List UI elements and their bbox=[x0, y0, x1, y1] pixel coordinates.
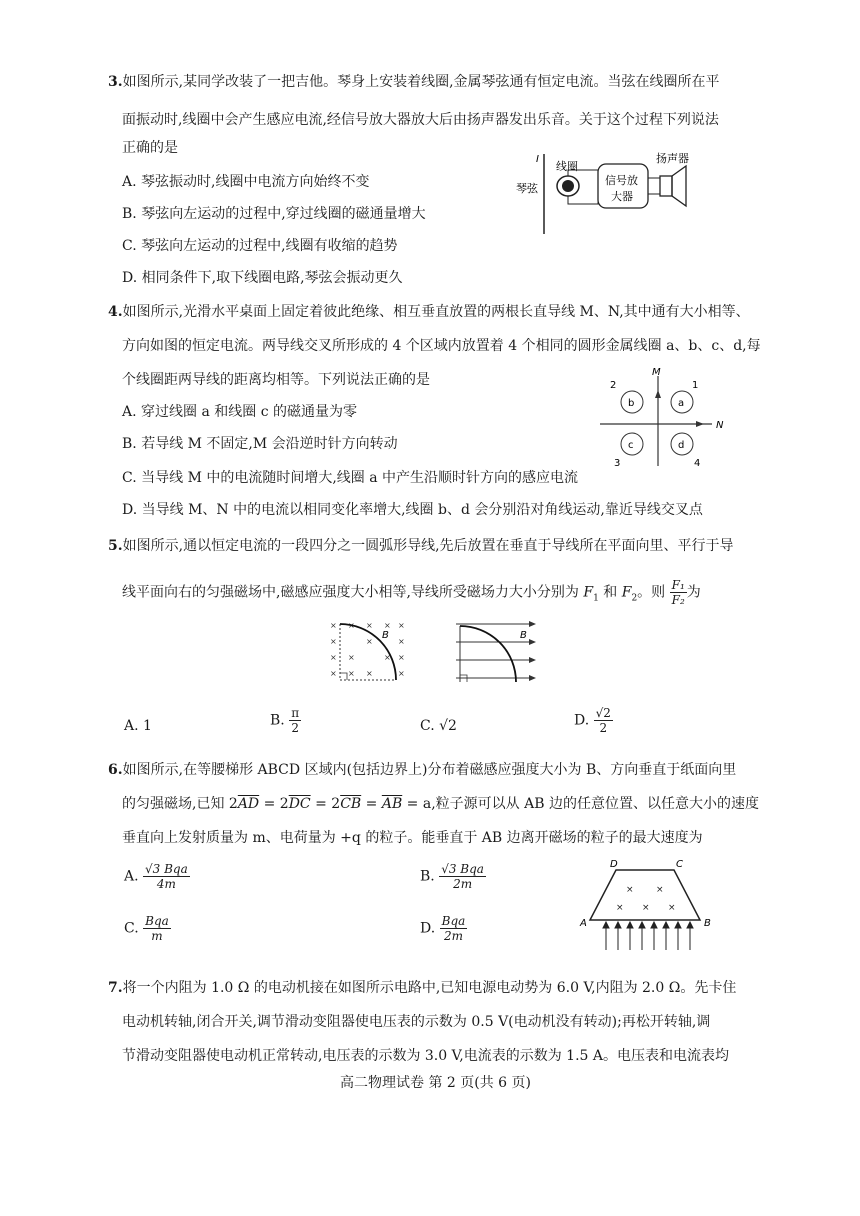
q6-trapezoid-figure bbox=[576, 856, 716, 956]
q4-option-b: B. 若导线 M 不固定,M 会沿逆时针方向转动 bbox=[122, 436, 398, 452]
svg-text:×: × bbox=[616, 903, 624, 913]
q6-stem-line2-a: 的匀强磁场,已知 2 bbox=[122, 796, 238, 812]
q6-number: 6. bbox=[108, 762, 123, 778]
svg-text:×: × bbox=[366, 621, 373, 630]
q6-eq2: = 2 bbox=[310, 796, 341, 812]
q5-f2: F bbox=[621, 584, 632, 601]
svg-text:×: × bbox=[626, 885, 634, 895]
q3-line1 bbox=[108, 72, 720, 92]
q4-wires-figure bbox=[596, 366, 736, 470]
q6-stem-line1: 如图所示,在等腰梯形 ABCD 区域内(包括边界上)分布着磁感应强度大小为 B、方向垂直于纸面向里 bbox=[122, 762, 737, 778]
q3-speaker-cone bbox=[672, 166, 686, 206]
q5-option-b-fraction bbox=[289, 706, 301, 735]
q6-option-b-prefix: B. bbox=[420, 868, 435, 885]
q6-option-d-prefix: D. bbox=[420, 920, 436, 937]
q5-stem-line1: 如图所示,通以恒定电流的一段四分之一圆弧形导线,先后放置在垂直于导线所在平面向里、平行于导 bbox=[122, 538, 734, 554]
q5-option-b-prefix: B. bbox=[270, 712, 285, 729]
q3-option-c: C. 琴弦向左运动的过程中,线圈有收缩的趋势 bbox=[122, 238, 398, 254]
q4-label-N: N bbox=[716, 420, 724, 431]
q6-option-c-num: Bqa bbox=[145, 914, 169, 928]
q5-stem-line2: 线平面向右的匀强磁场中,磁感应强度大小相等,导线所受磁场力大小分别为 bbox=[122, 584, 579, 601]
q6-option-d-den: 2m bbox=[443, 929, 463, 943]
q5-option-d bbox=[574, 706, 613, 735]
q5-option-c: C. √2 bbox=[420, 718, 457, 734]
q5-fig1-label-B: B bbox=[382, 630, 389, 641]
q3-coil-inner bbox=[562, 180, 574, 192]
q6-seg-dc: $\overline{DC}$ bbox=[288, 796, 311, 812]
q3-label-speaker: 扬声器 bbox=[656, 152, 689, 165]
q5-fig2-label-B: B bbox=[520, 630, 527, 641]
q4-line1 bbox=[108, 302, 750, 322]
q3-speaker-body bbox=[660, 176, 672, 196]
q5-field-arrowheads bbox=[529, 621, 536, 681]
q6-eq1: = 2 bbox=[259, 796, 289, 812]
q6-vertex-d: D bbox=[610, 859, 618, 870]
q6-line2 bbox=[122, 794, 759, 814]
q5-line1 bbox=[108, 536, 734, 556]
q5-number: 5. bbox=[108, 538, 123, 554]
q6-option-a-prefix: A. bbox=[124, 868, 139, 885]
q4-coil-c-label: c bbox=[628, 440, 634, 451]
q6-seg-cb: $\overline{CB}$ bbox=[340, 796, 362, 812]
q5-option-d-num: √2 bbox=[595, 706, 611, 720]
svg-text:×: × bbox=[330, 653, 337, 662]
svg-text:×: × bbox=[366, 637, 373, 646]
q6-seg-ab: $\overline{AB}$ bbox=[381, 796, 403, 812]
svg-text:×: × bbox=[330, 621, 337, 630]
q6-vertex-a: A bbox=[580, 918, 587, 929]
q5-option-b-num: π bbox=[291, 706, 300, 720]
q3-option-b: B. 琴弦向左运动的过程中,穿过线圈的磁通量增大 bbox=[122, 206, 426, 222]
q4-wire-N-arrow bbox=[696, 421, 704, 427]
q6-option-d bbox=[420, 914, 467, 943]
q4-option-d: D. 当导线 M、N 中的电流以相同变化率增大,线圈 b、d 会分别沿对角线运动,靠近导线交叉点 bbox=[122, 502, 703, 518]
q6-field-into-page bbox=[616, 885, 676, 913]
q6-option-a-den: 4m bbox=[156, 877, 176, 891]
q5-option-d-prefix: D. bbox=[574, 712, 590, 729]
q5-field-into-page bbox=[330, 621, 405, 678]
q6-option-d-fraction bbox=[440, 914, 468, 943]
q5-option-d-den: 2 bbox=[599, 721, 608, 735]
q3-stem-line2: 面振动时,线圈中会产生感应电流,经信号放大器放大后由扬声器发出乐音。关于这个过程下列说法 bbox=[122, 112, 719, 128]
q5-fig1-right-angle bbox=[340, 673, 347, 680]
q6-stem-line2-b: = a,粒子源可以从 AB 边的任意位置、以任意大小的速度 bbox=[402, 796, 759, 812]
q7-line1 bbox=[108, 978, 736, 998]
q7-stem-line1: 将一个内阻为 1.0 Ω 的电动机接在如图所示电路中,已知电源电动势为 6.0 V,内阻为 2.0 Ω。先卡住 bbox=[122, 980, 737, 996]
q6-option-c-den: m bbox=[151, 929, 163, 943]
svg-text:×: × bbox=[348, 621, 355, 630]
svg-text:×: × bbox=[398, 621, 405, 630]
page-footer: 高二物理试卷 第 2 页(共 6 页) bbox=[340, 1075, 531, 1091]
q3-label-amp-1: 信号放 bbox=[605, 174, 638, 187]
q5-fig2-arc bbox=[460, 626, 516, 682]
q6-option-d-num: Bqa bbox=[441, 914, 466, 928]
q3-label-string: 琴弦 bbox=[516, 182, 538, 195]
q6-option-c bbox=[124, 914, 171, 943]
q6-option-a-fraction bbox=[143, 862, 190, 891]
q4-coil-d-label: d bbox=[678, 440, 685, 451]
q6-option-a-num: √3 Bqa bbox=[145, 862, 188, 876]
svg-text:×: × bbox=[366, 669, 373, 678]
q6-stem-line3: 垂直向上发射质量为 m、电荷量为 +q 的粒子。能垂直于 AB 边离开磁场的粒子的最大速度为 bbox=[122, 830, 703, 846]
q5-f2-sub: 2 bbox=[631, 593, 638, 604]
q5-f1: F bbox=[583, 584, 594, 601]
svg-text:×: × bbox=[330, 669, 337, 678]
q4-stem-line3: 个线圈距两导线的距离均相等。下列说法正确的是 bbox=[122, 372, 430, 388]
q6-option-a bbox=[124, 862, 190, 891]
q3-label-coil: 线圈 bbox=[556, 160, 578, 173]
q5-ratio-num: F₁ bbox=[671, 578, 685, 592]
q5-option-b bbox=[270, 706, 301, 735]
q3-option-a: A. 琴弦振动时,线圈中电流方向始终不变 bbox=[122, 174, 370, 190]
q5-option-d-fraction bbox=[594, 706, 613, 735]
q5-f1-sub: 1 bbox=[593, 593, 599, 604]
svg-text:×: × bbox=[642, 903, 650, 913]
q4-wire-M-arrow bbox=[655, 390, 661, 398]
q4-quadrant-2: 2 bbox=[610, 380, 617, 391]
svg-text:×: × bbox=[330, 637, 337, 646]
q5-option-a: A. 1 bbox=[124, 718, 152, 734]
q5-ratio-den: F₂ bbox=[671, 593, 685, 607]
q3-stem-line1: 如图所示,某同学改装了一把吉他。琴身上安装着线圈,金属琴弦通有恒定电流。当弦在线圈所在平 bbox=[122, 74, 720, 90]
q6-option-c-fraction bbox=[143, 914, 171, 943]
q4-quadrant-3: 3 bbox=[614, 458, 621, 469]
q5-for: 为 bbox=[686, 584, 701, 601]
q4-option-a: A. 穿过线圈 a 和线圈 c 的磁通量为零 bbox=[122, 404, 357, 420]
q5-line2 bbox=[122, 578, 701, 608]
q7-number: 7. bbox=[108, 980, 123, 996]
q4-stem-line2: 方向如图的恒定电流。两导线交叉所形成的 4 个区域内放置着 4 个相同的圆形金属线圈 a、b、c、d,每 bbox=[122, 338, 761, 354]
svg-text:×: × bbox=[384, 621, 391, 630]
q6-eq3: = bbox=[361, 796, 382, 812]
q5-option-b-den: 2 bbox=[291, 721, 299, 735]
svg-text:×: × bbox=[398, 669, 405, 678]
q3-label-current: I bbox=[536, 154, 539, 165]
svg-text:×: × bbox=[398, 653, 405, 662]
q5-and: 和 bbox=[603, 584, 618, 601]
q6-line1 bbox=[108, 760, 736, 780]
q6-option-b-num: √3 Bqa bbox=[441, 862, 484, 876]
q6-option-b-den: 2m bbox=[453, 877, 473, 891]
q3-number: 3. bbox=[108, 74, 123, 90]
svg-text:×: × bbox=[384, 653, 391, 662]
q3-option-d: D. 相同条件下,取下线圈电路,琴弦会振动更久 bbox=[122, 270, 403, 286]
svg-text:×: × bbox=[656, 885, 664, 895]
q3-guitar-figure bbox=[510, 150, 710, 240]
q5-ratio bbox=[670, 578, 687, 607]
svg-text:×: × bbox=[398, 637, 405, 646]
svg-text:×: × bbox=[348, 653, 355, 662]
q7-stem-line2: 电动机转轴,闭合开关,调节滑动变阻器使电压表的示数为 0.5 V(电动机没有转动);再松开转轴,调 bbox=[122, 1014, 711, 1030]
q4-label-M: M bbox=[652, 367, 661, 378]
q3-stem-line3: 正确的是 bbox=[122, 140, 178, 156]
q4-quadrant-4: 4 bbox=[694, 458, 701, 469]
q3-label-amp-2: 大器 bbox=[611, 190, 633, 203]
q4-number: 4. bbox=[108, 304, 123, 320]
q4-coil-b-label: b bbox=[628, 398, 635, 409]
q4-option-c: C. 当导线 M 中的电流随时间增大,线圈 a 中产生沿顺时针方向的感应电流 bbox=[122, 470, 579, 486]
q5-figure-parallel bbox=[452, 618, 542, 688]
svg-text:×: × bbox=[348, 669, 355, 678]
q5-figure-perpendicular bbox=[326, 618, 412, 688]
q7-stem-line3: 节滑动变阻器使电动机正常转动,电压表的示数为 3.0 V,电流表的示数为 1.5 A。电压表和电流表均 bbox=[122, 1048, 730, 1064]
q6-option-b-fraction bbox=[439, 862, 486, 891]
q6-option-c-prefix: C. bbox=[124, 920, 139, 937]
q5-then: 。则 bbox=[637, 584, 666, 601]
q6-particle-source-arrows bbox=[603, 922, 693, 950]
q6-option-b bbox=[420, 862, 486, 891]
q4-stem-line1: 如图所示,光滑水平桌面上固定着彼此绝缘、相互垂直放置的两根长直导线 M、N,其中通有大小相等、 bbox=[122, 304, 750, 320]
q6-vertex-b: B bbox=[704, 918, 711, 929]
q3-wire-bottom bbox=[568, 196, 598, 204]
svg-text:×: × bbox=[668, 903, 676, 913]
q6-vertex-c: C bbox=[676, 859, 683, 870]
q4-coil-a-label: a bbox=[678, 398, 685, 409]
q4-quadrant-1: 1 bbox=[692, 380, 699, 391]
q6-seg-ad: $\overline{AD}$ bbox=[237, 796, 260, 812]
